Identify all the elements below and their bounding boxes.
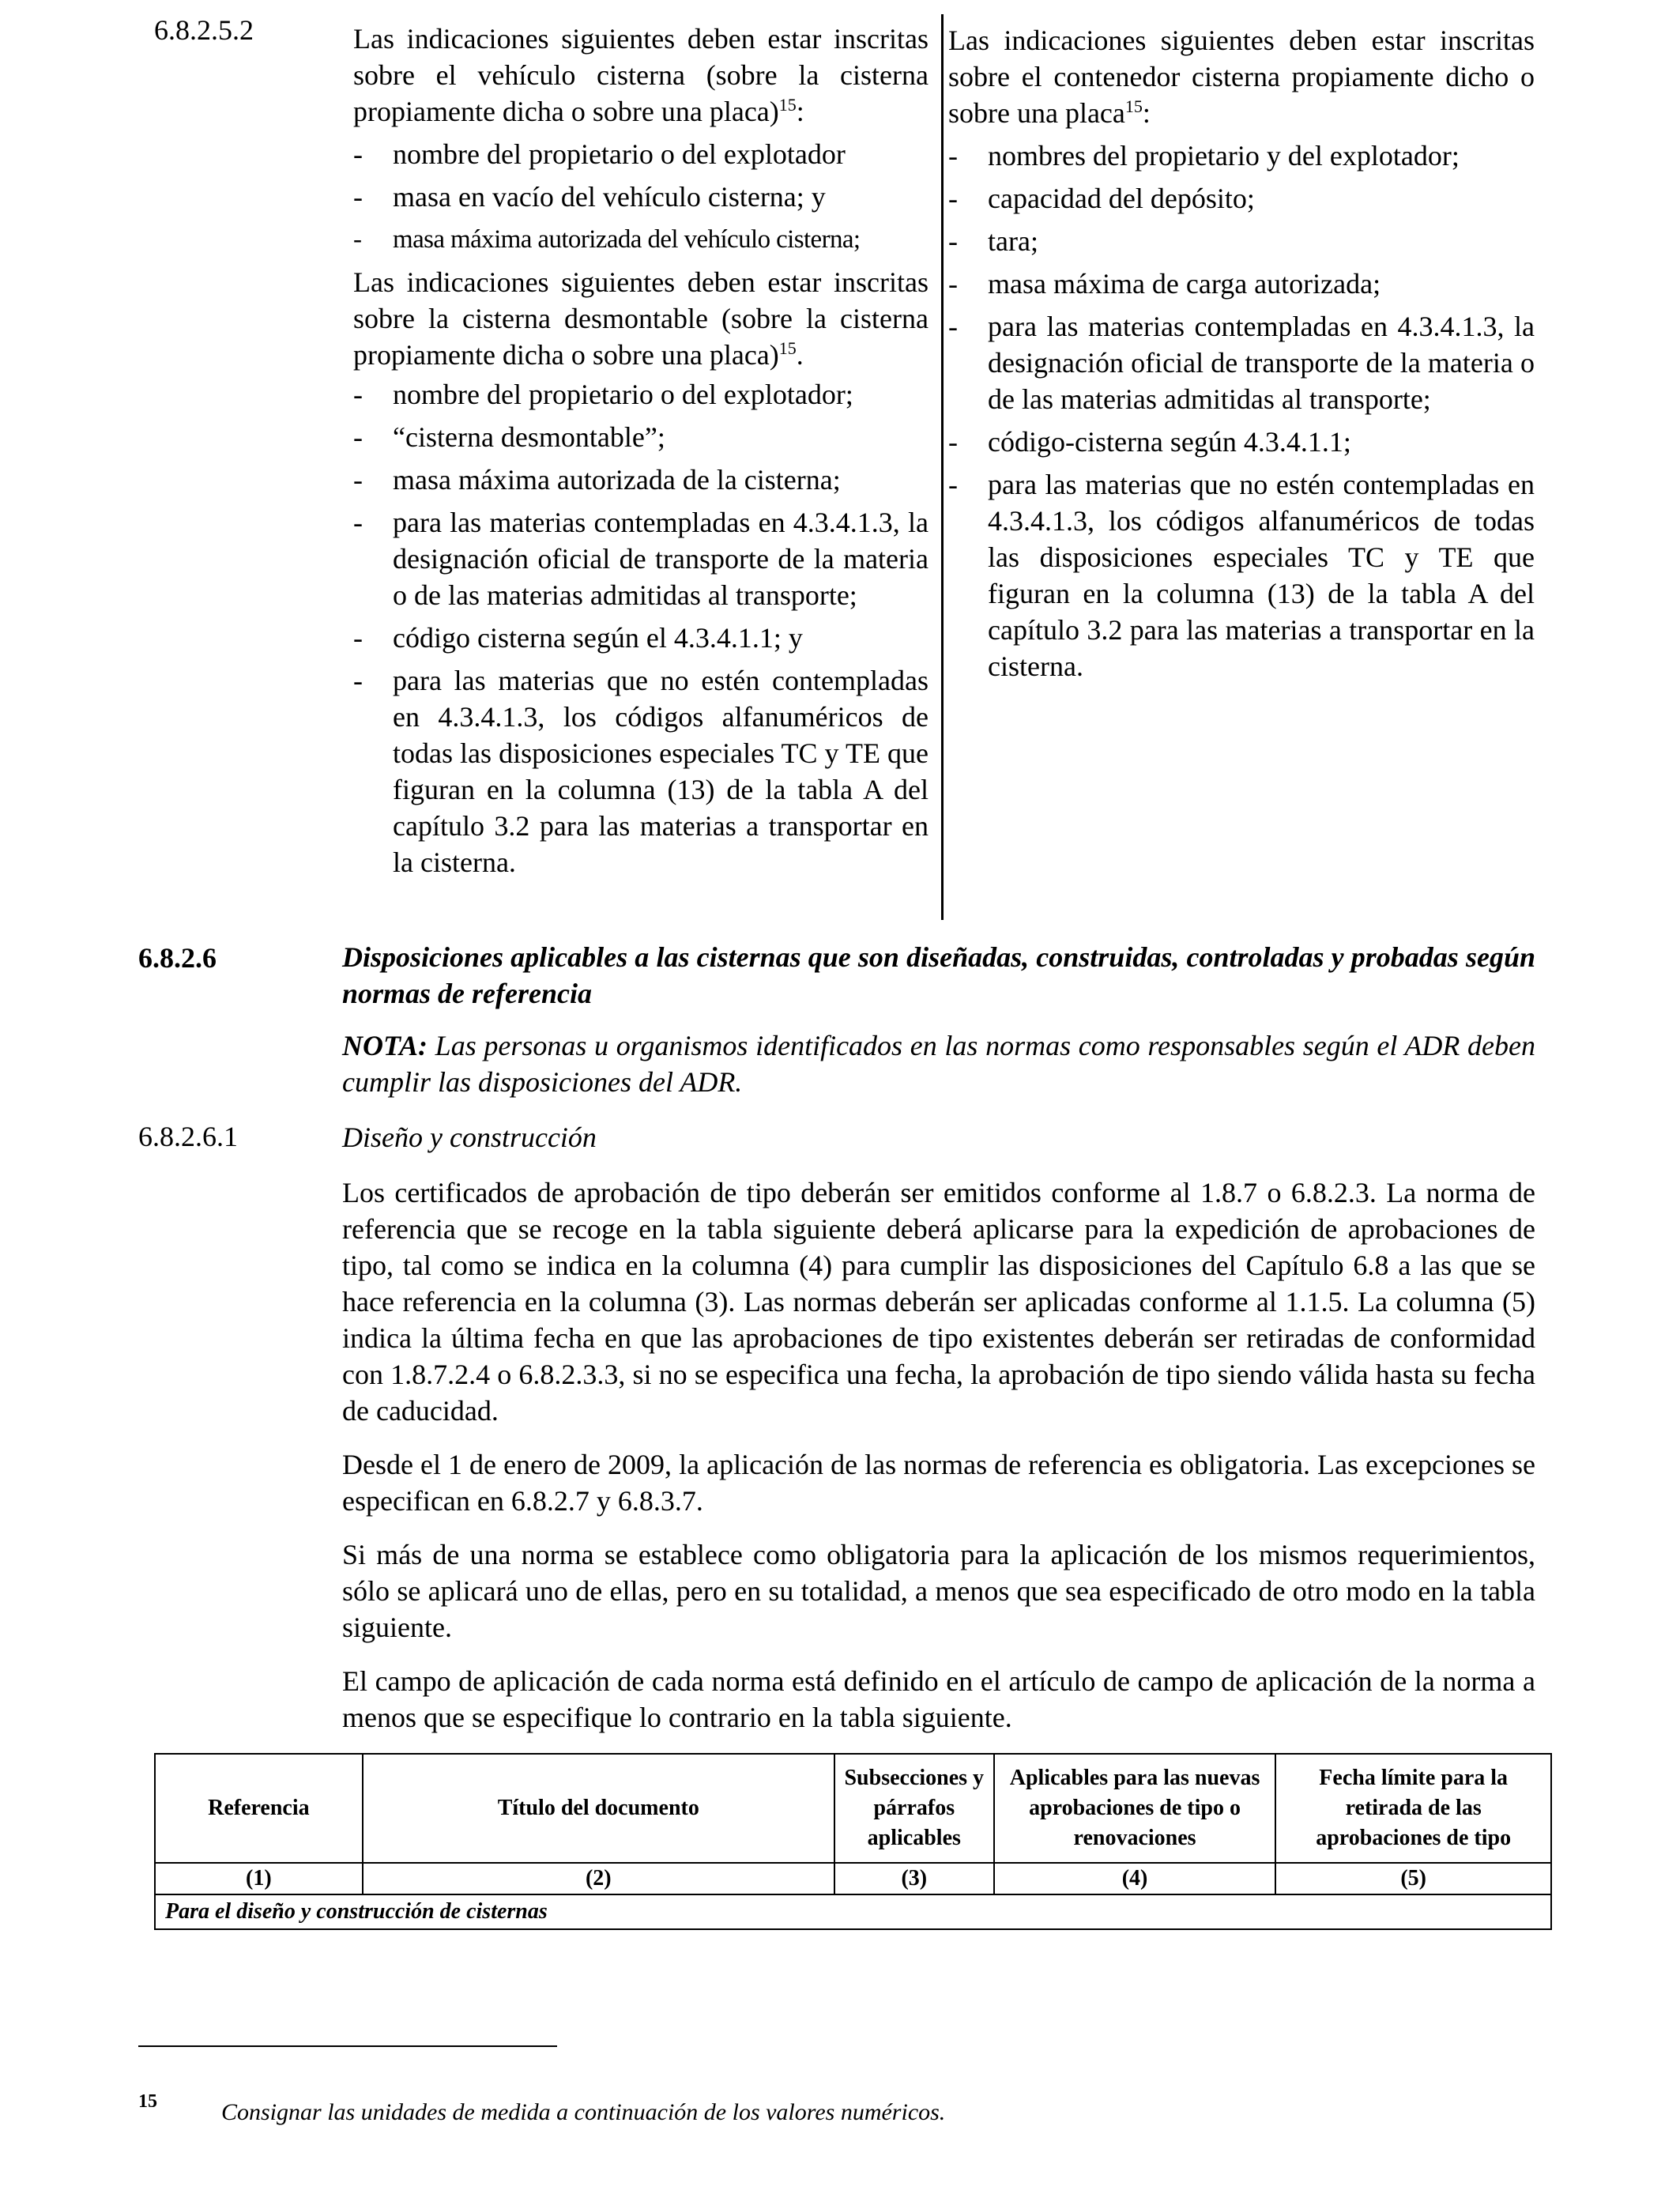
header-cell: Subsecciones y párrafos aplicables: [834, 1754, 994, 1863]
table-header-row: [155, 1754, 1551, 1863]
left-intro-vehicle: [353, 21, 929, 130]
table-row: [155, 1894, 1551, 1929]
intro-text: Las indicaciones siguientes deben estar inscritas sobre el vehículo cisterna (sobre la cisterna propiamente dicha o sobre una placa): [353, 23, 929, 127]
list-item-text: masa máxima autorizada del vehículo cisterna;: [393, 225, 861, 254]
list-item-text: código-cisterna según 4.3.4.1.1;: [988, 426, 1351, 458]
column-divider: [941, 14, 944, 920]
index-cell: (1): [155, 1863, 363, 1894]
list-item-text: nombre del propietario o del explotador;: [393, 379, 853, 410]
left-intro-demountable: [353, 264, 929, 373]
footnote-ref: 15: [778, 338, 797, 358]
note-text: Las personas u organismos identificados en las normas como responsables según el ADR deben cumplir las disposiciones del ADR.: [342, 1030, 1535, 1098]
list-item: - masa máxima autorizada de la cisterna;: [353, 464, 841, 496]
footnote-ref: 15: [1124, 96, 1143, 116]
list-item-text: masa en vacío del vehículo cisterna; y: [393, 181, 826, 213]
footnote-ref: 15: [778, 95, 797, 115]
footnote-text: Consignar las unidades de medida a continuación de los valores numéricos.: [221, 2099, 946, 2125]
list-item: - masa máxima autorizada del vehículo cisterna;: [353, 225, 861, 254]
section-number-6826: 6.8.2.6: [138, 942, 217, 974]
list-item: - masa máxima de carga autorizada;: [948, 268, 1381, 300]
list-item: - nombre del propietario o del explotador;: [353, 379, 853, 410]
list-item: - para las materias contempladas en 4.3.4.1.3, la designación oficial de transporte de la materia o de las materias admitidas al transporte;: [353, 507, 929, 611]
note-label: NOTA:: [342, 1030, 428, 1061]
list-item-text: para las materias que no estén contempladas en 4.3.4.1.3, los códigos alfanuméricos de todas las disposiciones especiales TC y TE que figuran en la columna (13) de la tabla A del capítulo 3.2 para las materias a transportar en la cisterna.: [988, 469, 1535, 682]
list-item-text: masa máxima autorizada de la cisterna;: [393, 464, 841, 496]
left-list-demountable: [353, 376, 929, 880]
list-item: - código-cisterna según 4.3.4.1.1;: [948, 426, 1351, 458]
list-item: - nombre del propietario o del explotador: [353, 138, 846, 170]
list-item-text: para las materias contempladas en 4.3.4.1.3, la designación oficial de transporte de la materia o de las materias admitidas al transporte;: [988, 311, 1535, 415]
note: [342, 1027, 1535, 1100]
left-list-vehicle: [353, 136, 929, 258]
list-item: - para las materias contempladas en 4.3.4.1.3, la designación oficial de transporte de la materia o de las materias admitidas al transporte;: [948, 311, 1535, 415]
header-cell: Título del documento: [363, 1754, 834, 1863]
intro-end: :: [1142, 97, 1151, 129]
paragraph: Los certificados de aprobación de tipo deberán ser emitidos conforme al 1.8.7 o 6.8.2.3. La norma de referencia que se recoge en la tabla siguiente deberá aplicarse para la expedición de aprobaciones de tipo, tal como se indica en la columna (4) para cumplir las disposiciones del Capítulo 6.8 a las que se hace referencia en la columna (3). Las normas deberán ser aplicadas conforme al 1.1.5. La columna (5) indica la última fecha en que las aprobaciones de tipo existentes deberán ser retiradas de conformidad con 1.8.7.2.4 o 6.8.2.3.3, si no se especifica una fecha, la aprobación de tipo siendo válida hasta su fecha de caducidad.: [342, 1177, 1535, 1427]
section-title-6826: Disposiciones aplicables a las cisternas que son diseñadas, construidas, controladas y probadas según normas de referencia: [342, 941, 1535, 1009]
index-cell: (3): [834, 1863, 994, 1894]
index-cell: (2): [363, 1863, 834, 1894]
header-cell: Referencia: [155, 1754, 363, 1863]
table-index-row: [155, 1863, 1551, 1894]
paragraph: Si más de una norma se establece como obligatoria para la aplicación de los mismos requerimientos, sólo se aplicará uno de ellas, pero en su totalidad, a menos que sea especificado de otro modo en la tabla siguiente.: [342, 1539, 1535, 1643]
list-item-text: masa máxima de carga autorizada;: [988, 268, 1381, 300]
footnote-number: 15: [138, 2091, 157, 2112]
paragraph: El campo de aplicación de cada norma está definido en el artículo de campo de aplicación de la norma a menos que se especifique lo contrario en la tabla siguiente.: [342, 1665, 1535, 1733]
list-item-text: para las materias contempladas en 4.3.4.1.3, la designación oficial de transporte de la materia o de las materias admitidas al transporte;: [393, 507, 929, 611]
intro-text: Las indicaciones siguientes deben estar inscritas sobre la cisterna desmontable (sobre la cisterna propiamente dicha o sobre una placa): [353, 266, 929, 371]
section-number-68261: 6.8.2.6.1: [138, 1121, 238, 1152]
list-item-text: nombres del propietario y del explotador;: [988, 140, 1460, 172]
list-item: - para las materias que no estén contempladas en 4.3.4.1.3, los códigos alfanuméricos de todas las disposiciones especiales TC y TE que figuran en la columna (13) de la tabla A del capítulo 3.2 para las materias a transportar en la cisterna.: [948, 469, 1535, 682]
header-cell: Aplicables para las nuevas aprobaciones de tipo o renovaciones: [994, 1754, 1276, 1863]
list-item: - para las materias que no estén contempladas en 4.3.4.1.3, los códigos alfanuméricos de todas las disposiciones especiales TC y TE que figuran en la columna (13) de la tabla A del capítulo 3.2 para las materias a transportar en la cisterna.: [353, 665, 929, 878]
list-item-text: para las materias que no estén contempladas en 4.3.4.1.3, los códigos alfanuméricos de todas las disposiciones especiales TC y TE que figuran en la columna (13) de la tabla A del capítulo 3.2 para las materias a transportar en la cisterna.: [393, 665, 929, 878]
list-item: - nombres del propietario y del explotador;: [948, 140, 1460, 172]
section-title-68261: Diseño y construcción: [342, 1122, 597, 1153]
header-cell: Fecha límite para la retirada de las aprobaciones de tipo: [1275, 1754, 1551, 1863]
right-column: [948, 22, 1535, 684]
right-list: [948, 138, 1535, 684]
list-item: - código cisterna según el 4.3.4.1.1; y: [353, 622, 803, 654]
reference-table: [154, 1753, 1552, 1930]
span-row-cell: Para el diseño y construcción de cisternas: [155, 1894, 1551, 1929]
body-paragraphs: [342, 1174, 1535, 1753]
list-item-text: “cisterna desmontable”;: [393, 421, 665, 453]
list-item-text: nombre del propietario o del explotador: [393, 138, 846, 170]
list-item: - capacidad del depósito;: [948, 183, 1255, 214]
footnote-separator: [138, 2045, 557, 2047]
list-item-text: capacidad del depósito;: [988, 183, 1255, 214]
intro-text: Las indicaciones siguientes deben estar inscritas sobre el contenedor cisterna propiamente dicho o sobre una placa: [948, 25, 1535, 129]
paragraph: Desde el 1 de enero de 2009, la aplicación de las normas de referencia es obligatoria. Las excepciones se especifican en 6.8.2.7 y 6.8.3.7.: [342, 1449, 1535, 1517]
left-column: [353, 21, 929, 880]
list-item-text: tara;: [988, 225, 1038, 257]
intro-end: .: [796, 339, 804, 371]
index-cell: (4): [994, 1863, 1276, 1894]
list-item: - tara;: [948, 225, 1038, 257]
list-item-text: código cisterna según el 4.3.4.1.1; y: [393, 622, 803, 654]
list-item: - “cisterna desmontable”;: [353, 421, 665, 453]
list-item: - masa en vacío del vehículo cisterna; y: [353, 181, 826, 213]
intro-end: :: [796, 96, 804, 127]
section-number: 6.8.2.5.2: [154, 14, 254, 46]
right-intro-container: [948, 22, 1535, 131]
index-cell: (5): [1275, 1863, 1551, 1894]
